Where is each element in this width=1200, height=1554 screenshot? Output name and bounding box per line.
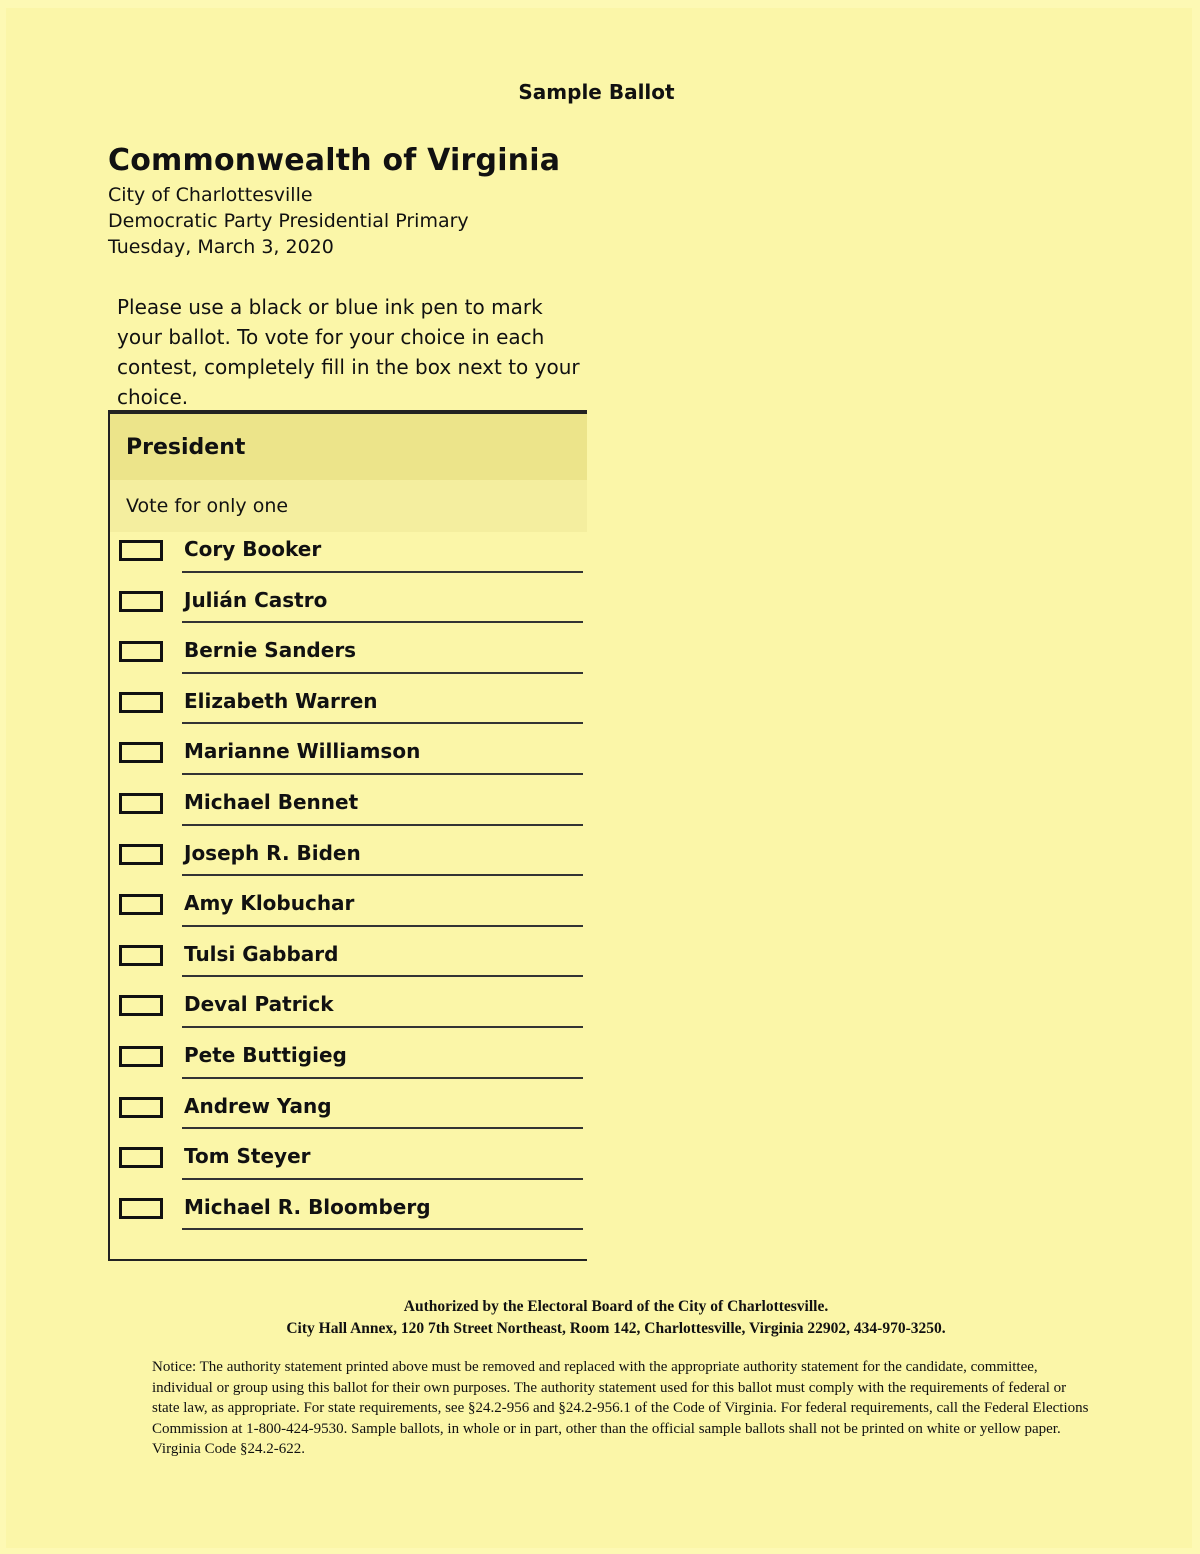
candidate-divider [182,621,583,623]
candidate-row [110,987,587,1038]
authority-line-1: Authorized by the Electoral Board of the City of Charlottesville. [403,1298,829,1315]
candidate-row [110,583,587,634]
candidate-row [110,886,587,937]
candidate-row [110,633,587,684]
vote-checkbox[interactable] [119,692,163,713]
candidate-divider [182,1026,583,1028]
candidate-name: Deval Patrick [184,992,334,1017]
candidate-name: Andrew Yang [184,1093,332,1118]
vote-for-instruction: Vote for only one [110,480,587,532]
candidate-divider [182,1178,583,1180]
candidate-divider [182,975,583,977]
authority-statement [0,1296,1200,1340]
candidate-row [110,1089,587,1140]
contest-title: President [110,414,587,480]
president-contest [108,410,587,1261]
vote-checkbox[interactable] [119,1147,163,1168]
election-name: Democratic Party Presidential Primary [108,210,469,232]
candidate-row [110,785,587,836]
state-title: Commonwealth of Virginia [108,143,561,178]
vote-checkbox[interactable] [119,1046,163,1067]
candidate-row [110,1139,587,1190]
locality: City of Charlottesville [108,184,313,206]
authority-line-2: City Hall Annex, 120 7th Street Northeast, Room 142, Charlottesville, Virginia 22902, 434-970-3250. [286,1320,946,1337]
vote-checkbox[interactable] [119,1198,163,1219]
vote-checkbox[interactable] [119,894,163,915]
candidate-divider [182,773,583,775]
candidate-row [110,1190,587,1241]
candidate-name: Cory Booker [184,537,322,561]
candidate-divider [182,1228,583,1230]
candidate-row [110,937,587,988]
candidate-name: Pete Buttigieg [184,1042,347,1067]
candidate-name: Marianne Williamson [184,739,421,764]
candidate-row [110,532,587,583]
candidate-divider [182,925,583,927]
candidate-name: Michael R. Bloomberg [184,1194,431,1219]
candidate-row [110,836,587,887]
candidate-divider [182,722,583,724]
candidate-row [110,734,587,785]
candidate-divider [182,874,583,876]
candidate-list [110,532,587,1240]
vote-checkbox[interactable] [119,844,163,865]
candidate-name: Julián Castro [184,587,328,612]
candidate-name: Tulsi Gabbard [184,941,339,966]
vote-checkbox[interactable] [119,995,163,1016]
candidate-name: Tom Steyer [184,1144,311,1169]
vote-checkbox[interactable] [119,1097,163,1118]
candidate-row [110,684,587,735]
sample-ballot-title: Sample Ballot [518,80,675,104]
vote-checkbox[interactable] [119,591,163,612]
candidate-row [110,1038,587,1089]
candidate-name: Elizabeth Warren [184,688,378,713]
vote-checkbox[interactable] [119,793,163,814]
voting-instructions: Please use a black or blue ink pen to mark your ballot. To vote for your choice in each contest, completely fill in the box next to your choice. [117,295,580,409]
candidate-name: Joseph R. Biden [184,840,361,865]
vote-checkbox[interactable] [119,742,163,763]
candidate-name: Michael Bennet [184,789,359,814]
vote-checkbox[interactable] [119,540,163,561]
ballot-header [108,143,560,260]
candidate-divider [182,571,583,573]
candidate-divider [182,672,583,674]
candidate-name: Amy Klobuchar [184,891,355,916]
candidate-divider [182,1077,583,1079]
candidate-divider [182,824,583,826]
vote-checkbox[interactable] [119,945,163,966]
vote-checkbox[interactable] [119,641,163,662]
candidate-divider [182,1127,583,1129]
notice-text: Notice: The authority statement printed above must be removed and replaced with the appropriate authority statement for the candidate, committee, individual or group using this ballot for their own purposes. The authority statement used for this ballot must comply with the requirements of federal or state law, as appropriate. For state requirements, see §24.2-956 and §24.2-956.1 of the Code of Virginia. For federal requirements, call the Federal Elections Commission at 1-800-424-9530. Sample ballots, in whole or in part, other than the official sample ballots shall not be printed on white or yellow paper. Virginia Code §24.2-622. [152,1359,1089,1457]
election-date: Tuesday, March 3, 2020 [108,236,334,258]
candidate-name: Bernie Sanders [184,638,357,663]
